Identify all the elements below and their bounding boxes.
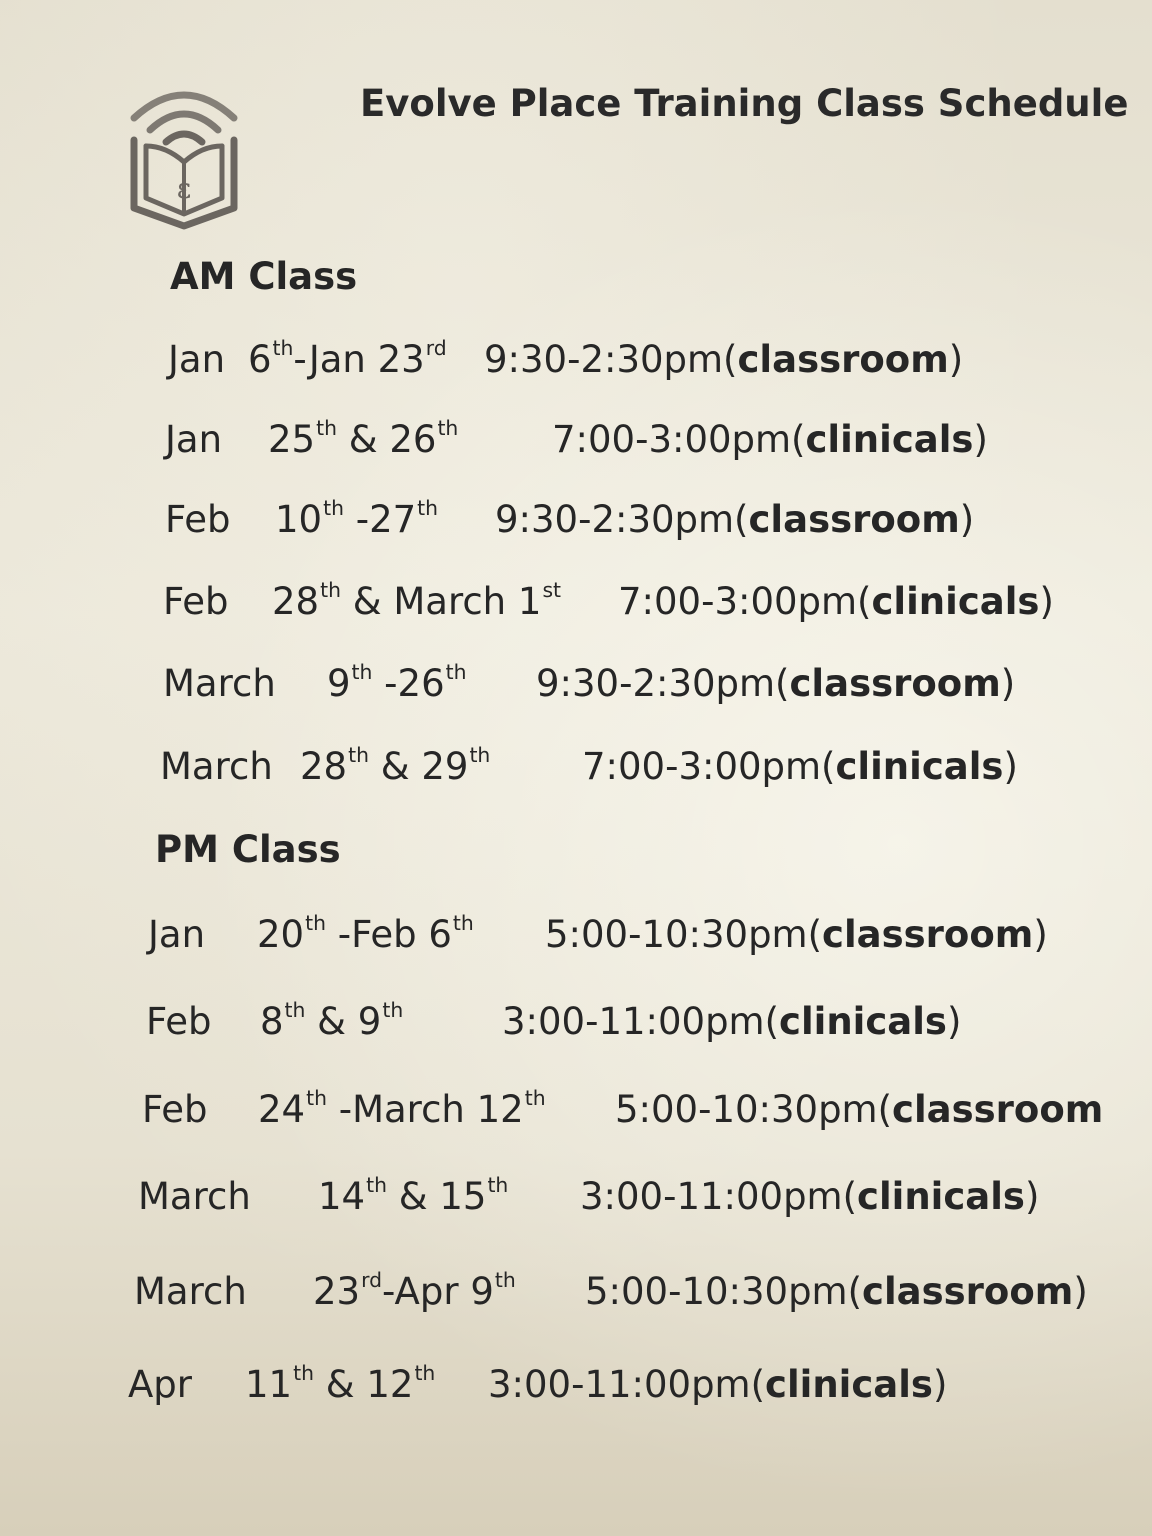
row-month: Jan: [165, 418, 223, 461]
row-session-type: classroom: [862, 1270, 1074, 1313]
book-wifi-icon: [120, 80, 248, 230]
row-dates: 20th -Feb 6th: [257, 910, 474, 956]
schedule-row: [0, 1267, 1152, 1320]
schedule-row: [0, 335, 1152, 388]
row-time: 7:00-3:00pm(clinicals): [618, 580, 1054, 623]
row-dates: 11th & 12th: [245, 1360, 436, 1406]
schedule-row: [0, 577, 1152, 630]
schedule-row: [0, 659, 1152, 712]
row-time: 9:30-2:30pm(classroom): [495, 498, 975, 541]
row-month: Jan: [168, 338, 226, 381]
logo-letter: ε: [176, 172, 192, 205]
schedule-row: [0, 1360, 1152, 1413]
row-month: Feb: [165, 498, 231, 541]
row-month: March: [160, 745, 273, 788]
row-time: 3:00-11:00pm(clinicals): [502, 1000, 962, 1043]
schedule-row: [0, 997, 1152, 1050]
row-dates: 23rd-Apr 9th: [313, 1267, 516, 1313]
document-title: Evolve Place Training Class Schedule: [360, 82, 1129, 125]
row-dates: 10th -27th: [275, 495, 439, 541]
row-month: March: [134, 1270, 247, 1313]
row-dates: 8th & 9th: [260, 997, 404, 1043]
schedule-row: [0, 495, 1152, 548]
row-session-type: classroom: [748, 498, 960, 541]
row-time: 9:30-2:30pm(classroom): [484, 338, 964, 381]
row-time: 5:00-10:30pm(classroom): [585, 1270, 1088, 1313]
row-time: 9:30-2:30pm(classroom): [536, 662, 1016, 705]
row-time: 3:00-11:00pm(clinicals): [580, 1175, 1040, 1218]
row-time: 5:00-10:30pm(classroom): [545, 913, 1048, 956]
row-dates: 9th -26th: [327, 659, 467, 705]
row-session-type: classroom: [789, 662, 1001, 705]
schedule-row: [0, 1085, 1152, 1138]
row-session-type: clinicals: [805, 418, 974, 461]
row-session-type: clinicals: [857, 1175, 1025, 1218]
schedule-row: [0, 742, 1152, 795]
row-session-type: clinicals: [835, 745, 1004, 788]
row-dates: 14th & 15th: [318, 1172, 509, 1218]
row-time: 3:00-11:00pm(clinicals): [488, 1363, 948, 1406]
row-month: Feb: [146, 1000, 212, 1043]
schedule-row: [0, 415, 1152, 468]
am-class-heading: AM Class: [170, 255, 358, 298]
row-session-type: clinicals: [779, 1000, 947, 1043]
schedule-row: [0, 910, 1152, 963]
row-time: 7:00-3:00pm(clinicals): [582, 745, 1018, 788]
row-month: Jan: [148, 913, 206, 956]
row-month: Apr: [128, 1363, 193, 1406]
row-dates: 28th & 29th: [300, 742, 491, 788]
row-session-type: clinicals: [871, 580, 1040, 623]
row-dates: 28th & March 1st: [272, 577, 562, 623]
pm-class-heading: PM Class: [155, 828, 341, 871]
schedule-row: [0, 1172, 1152, 1225]
row-dates: 6th-Jan 23rd: [248, 335, 447, 381]
row-session-type: classroom: [892, 1088, 1104, 1131]
row-session-type: clinicals: [765, 1363, 933, 1406]
row-time: 7:00-3:00pm(clinicals): [552, 418, 988, 461]
row-dates: 25th & 26th: [268, 415, 459, 461]
row-month: Feb: [163, 580, 229, 623]
row-month: Feb: [142, 1088, 208, 1131]
row-month: March: [163, 662, 276, 705]
row-session-type: classroom: [822, 913, 1034, 956]
row-session-type: classroom: [737, 338, 949, 381]
row-month: March: [138, 1175, 251, 1218]
row-time: 5:00-10:30pm(classroom: [615, 1088, 1104, 1131]
row-dates: 24th -March 12th: [258, 1085, 546, 1131]
